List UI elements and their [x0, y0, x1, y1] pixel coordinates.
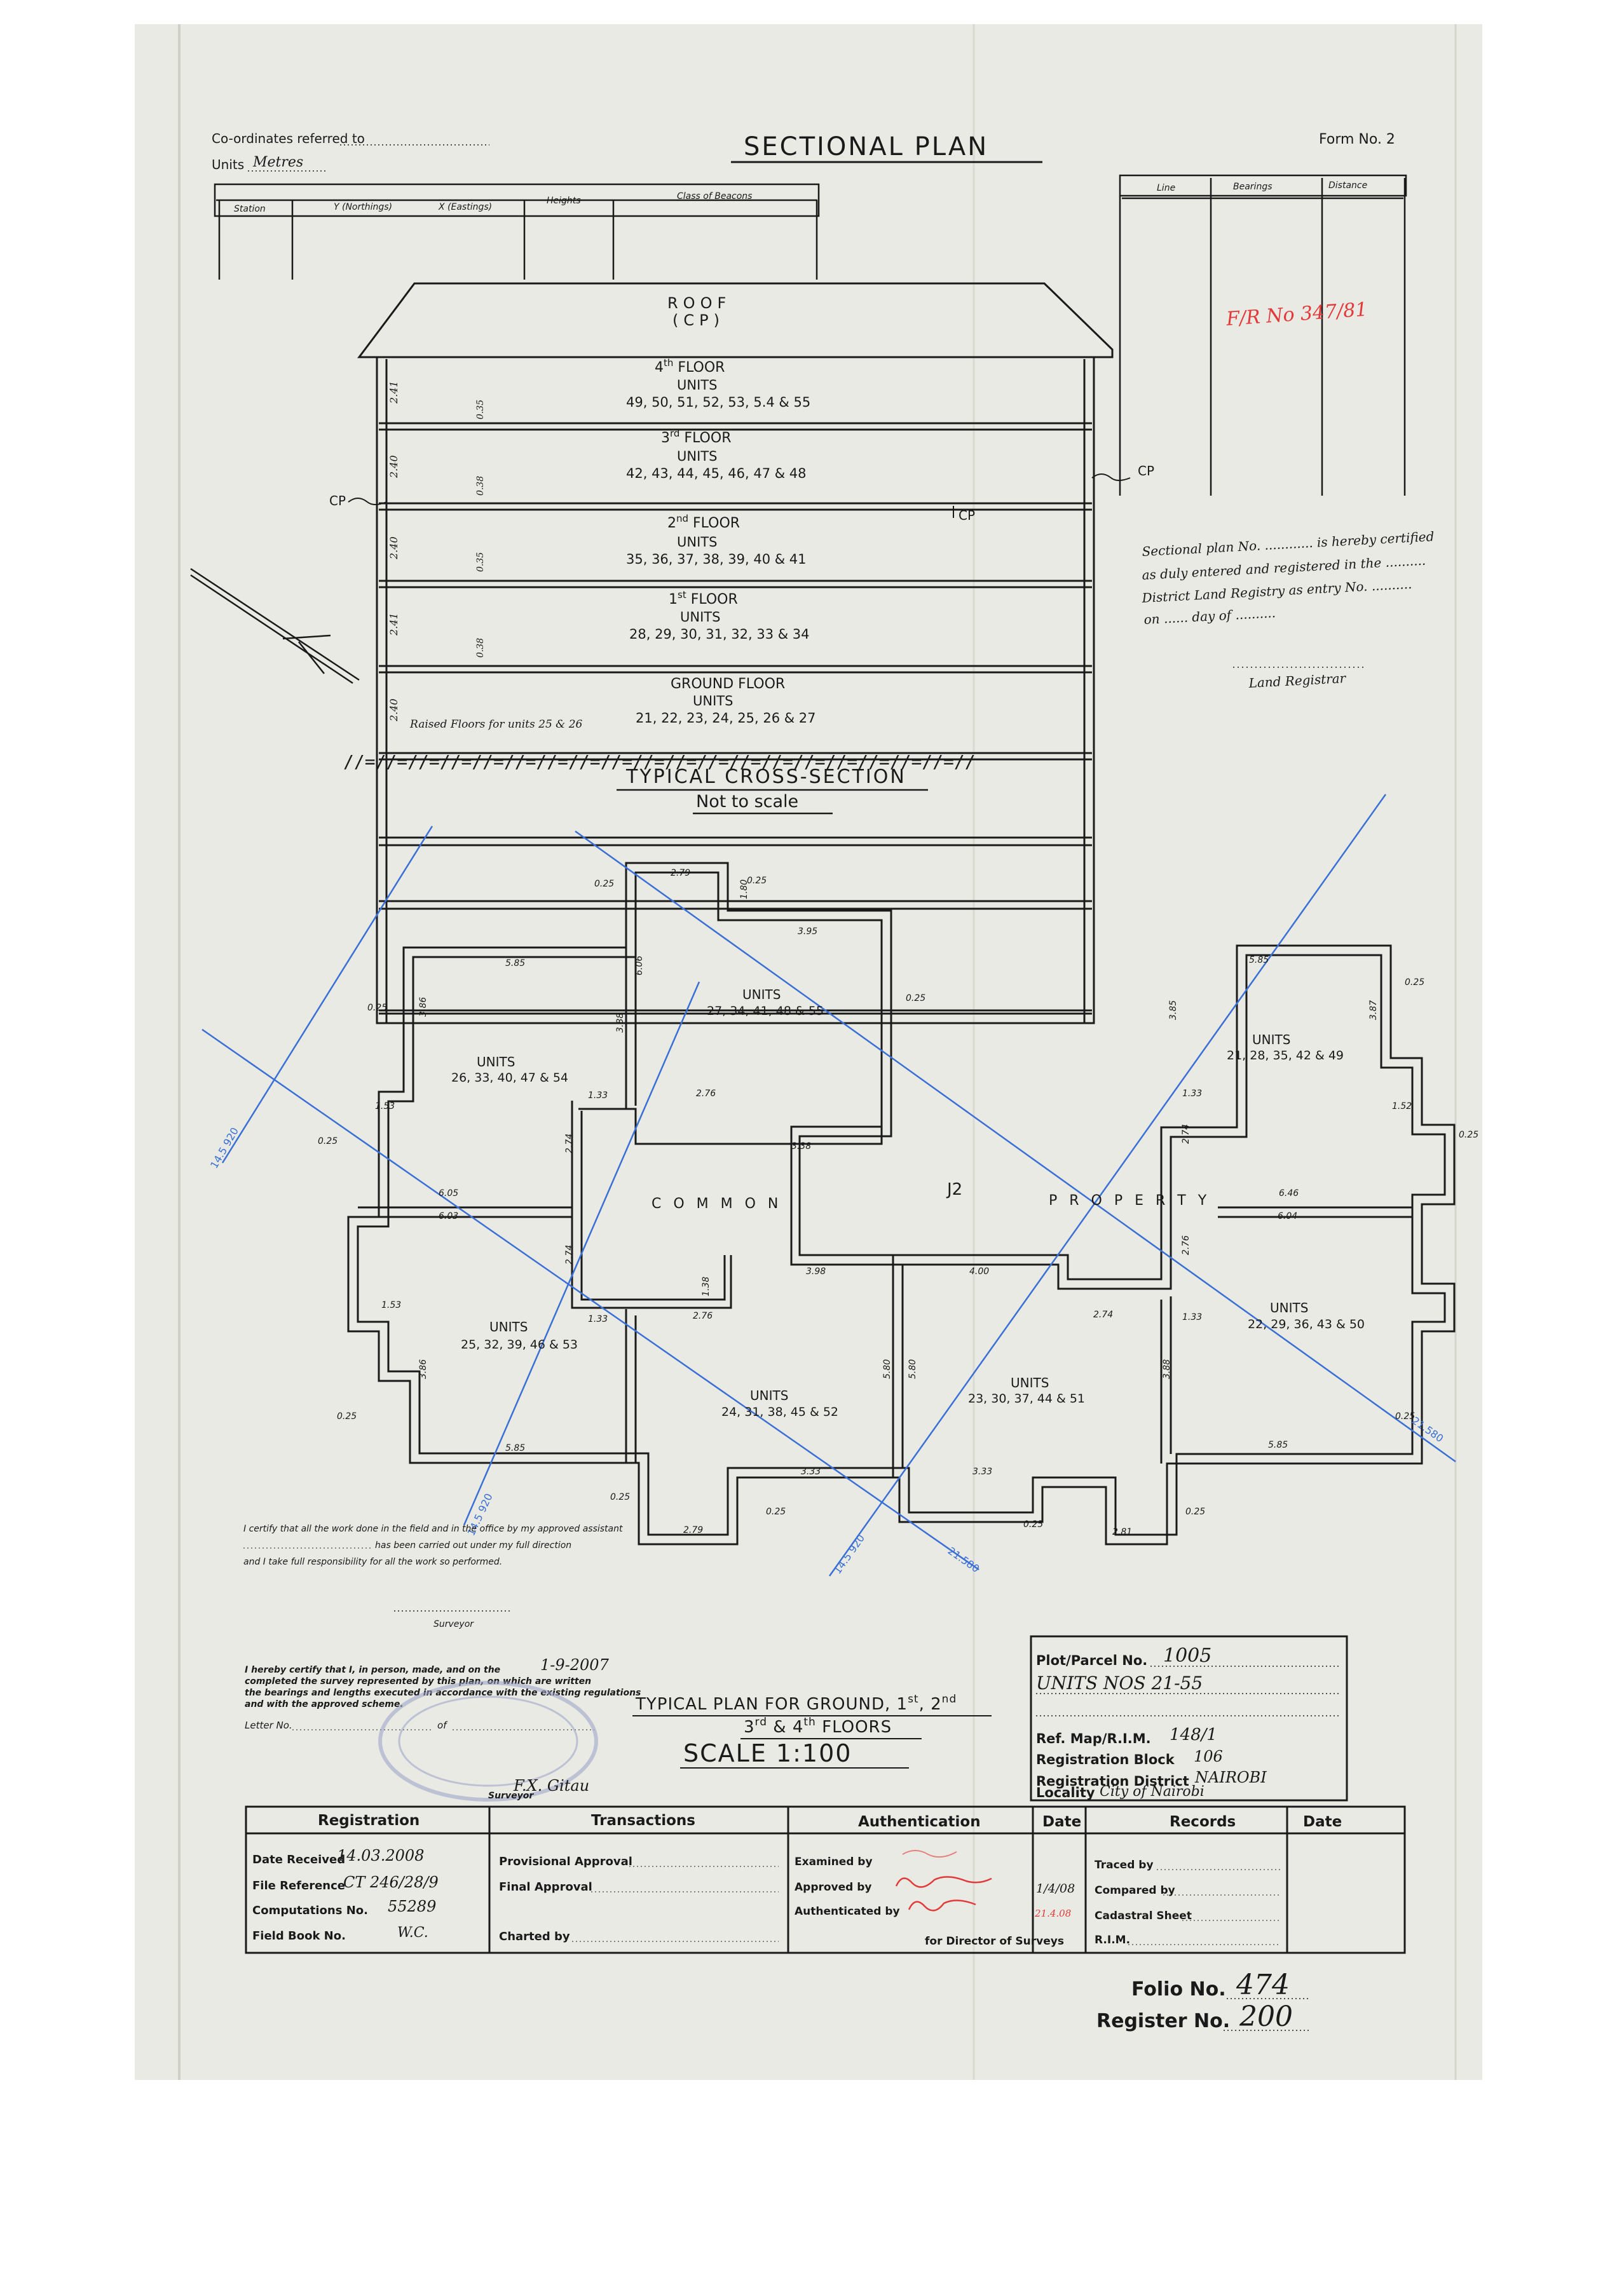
locality-value: City of Nairobi	[1100, 1784, 1204, 1800]
provisional-approval: Provisional Approval	[499, 1855, 632, 1868]
unit-label-4: UNITS	[489, 1319, 528, 1335]
floor-4-units: 49, 50, 51, 52, 53, 5.4 & 55	[626, 395, 811, 410]
dim: 0.25	[766, 1507, 786, 1517]
unit-numbers-3: 21, 28, 35, 42 & 49	[1227, 1049, 1344, 1063]
floor-4-label: 4th FLOOR	[655, 357, 725, 376]
authentication-header: Authentication	[858, 1814, 981, 1830]
plan-title-line-1: TYPICAL PLAN FOR GROUND, 1st, 2nd	[636, 1693, 957, 1714]
dim: 2.76	[1181, 1235, 1191, 1255]
cp-marker-right: CP	[1138, 463, 1155, 479]
cert-line-1: Sectional plan No. ............ is hereby certified	[1142, 528, 1435, 559]
cross-section-subtitle: Not to scale	[696, 792, 799, 812]
units-label: Units	[212, 157, 245, 172]
dim: 6.46	[1279, 1188, 1299, 1199]
bearings-header-line: Line	[1157, 183, 1176, 193]
floor-3-thickness: 0.38	[475, 475, 486, 496]
folio-label: Folio No.	[1131, 1978, 1226, 2001]
plan-title-line-2: 3rd & 4th FLOORS	[744, 1716, 892, 1737]
file-ref-label: File Reference	[252, 1879, 345, 1892]
dim: 2.81	[1112, 1527, 1133, 1537]
dim: 0.25	[318, 1136, 338, 1146]
reg-block-value: 106	[1194, 1748, 1223, 1765]
dim: 2.74	[1181, 1124, 1191, 1144]
roof-cp-label: (CP)	[672, 311, 725, 329]
floor-1-thickness: 0.38	[475, 637, 486, 658]
register-value: 200	[1239, 2001, 1293, 2033]
units-value: Metres	[253, 154, 304, 170]
bearings-header-distance: Distance	[1328, 180, 1368, 191]
computations-value: 55289	[388, 1898, 437, 1915]
unit-label-1: UNITS	[477, 1054, 515, 1070]
cp-marker-middle: CP	[959, 508, 976, 523]
ground-floor-height: 2.40	[388, 698, 400, 721]
unit-numbers-1: 26, 33, 40, 47 & 54	[451, 1071, 569, 1085]
dim: 3.86	[418, 996, 428, 1017]
personal-cert-line-4: and with the approved scheme.	[245, 1699, 404, 1709]
final-approval: Final Approval	[499, 1880, 592, 1894]
dim: 6.03	[439, 1211, 459, 1221]
locality-label: Locality	[1036, 1785, 1095, 1800]
floor-2-units-label: UNITS	[677, 534, 718, 550]
beacon-header-class: Class of Beacons	[677, 191, 753, 201]
dim: 3.98	[806, 1267, 826, 1277]
dim: 5.80	[882, 1359, 892, 1379]
dim: 6.05	[439, 1188, 459, 1199]
surveyor-cert-line-1: I certify that all the work done in the field and in the office by my approved assistant	[243, 1524, 623, 1534]
survey-label-5: 21.580	[945, 1544, 982, 1575]
dim: 0.25	[610, 1492, 631, 1502]
dim: 1.53	[381, 1300, 402, 1310]
cert-line-3: District Land Registry as entry No. ..........	[1142, 576, 1412, 606]
date-received-value: 14.03.2008	[337, 1847, 425, 1865]
date-header: Date	[1042, 1814, 1082, 1830]
dim: 3.95	[798, 927, 818, 937]
dim: 0.25	[1023, 1519, 1044, 1530]
coordinates-label: Co-ordinates referred to	[212, 131, 365, 146]
roof-label: ROOF	[667, 294, 732, 312]
unit-numbers-5: 24, 31, 38, 45 & 52	[721, 1405, 839, 1419]
survey-label-1: 14.5 920	[208, 1125, 242, 1171]
dim: 1.33	[588, 1314, 608, 1324]
units-nos-value: UNITS NOS 21-55	[1036, 1673, 1203, 1694]
cp-marker-left: CP	[329, 493, 346, 508]
dim: 1.33	[1182, 1089, 1203, 1099]
authenticated-by: Authenticated by	[795, 1905, 900, 1918]
floor-4-thickness: 0.35	[475, 399, 486, 419]
dim: 2.76	[693, 1311, 713, 1321]
plot-value: 1005	[1163, 1645, 1212, 1667]
dim: 2.74	[564, 1133, 575, 1153]
floor-1-height: 2.41	[388, 613, 400, 635]
dim: 2.74	[564, 1244, 575, 1265]
beacon-header-northings: Y (Northings)	[334, 202, 393, 212]
j2-label: J2	[947, 1180, 963, 1199]
dim: 5.85	[1249, 955, 1269, 965]
dim: 0.25	[594, 879, 615, 889]
raised-floors-note: Raised Floors for units 25 & 26	[410, 718, 583, 731]
registration-header: Registration	[318, 1812, 420, 1829]
floor-3-units: 42, 43, 44, 45, 46, 47 & 48	[626, 466, 807, 481]
dim: 0.25	[1405, 977, 1425, 988]
floor-1-units: 28, 29, 30, 31, 32, 33 & 34	[629, 627, 810, 642]
personal-cert-date: 1-9-2007	[540, 1656, 609, 1674]
cert-line-2: as duly entered and registered in the ..........	[1142, 552, 1426, 583]
survey-label-3: 14.5 920	[831, 1532, 868, 1577]
floor-1-label: 1st FLOOR	[669, 589, 738, 608]
surveyor-cert-line-2: has been carried out under my full direction	[375, 1540, 572, 1551]
dim: 0.25	[747, 876, 767, 886]
floor-3-units-label: UNITS	[677, 449, 718, 464]
transactions-header: Transactions	[591, 1812, 695, 1829]
floor-2-height: 2.40	[388, 536, 400, 559]
beacon-header-heights: Heights	[547, 196, 581, 206]
unit-label-3: UNITS	[1252, 1032, 1291, 1047]
ref-map-value: 148/1	[1170, 1725, 1217, 1744]
unit-numbers-6: 23, 30, 37, 44 & 51	[968, 1392, 1086, 1406]
fr-note: F/R No 347/81	[1225, 298, 1368, 330]
bearings-header-bearings: Bearings	[1233, 182, 1273, 192]
cert-line-4: on ...... day of ..........	[1143, 605, 1276, 627]
auth-date: 21.4.08	[1035, 1908, 1072, 1919]
dim: 1.52	[1392, 1101, 1412, 1111]
page-title: SECTIONAL PLAN	[744, 132, 989, 161]
dim: 1.53	[375, 1101, 395, 1111]
survey-label-4: 21.580	[1409, 1414, 1446, 1445]
unit-label-2: UNITS	[742, 987, 781, 1002]
dim: 3.88	[1162, 1359, 1172, 1379]
surveyor-sign-label: Surveyor	[433, 1619, 474, 1629]
dim: 0.25	[1395, 1411, 1416, 1422]
dim: 3.88	[615, 1012, 625, 1033]
dim: 2.74	[1093, 1310, 1114, 1320]
floor-2-label: 2nd FLOOR	[667, 513, 740, 531]
letter-no-label: Letter No.	[245, 1720, 292, 1731]
folio-value: 474	[1236, 1969, 1290, 2001]
register-label: Register No.	[1096, 2010, 1231, 2032]
unit-label-7: UNITS	[1270, 1300, 1309, 1315]
dim: 2.79	[671, 868, 691, 878]
form-number: Form No. 2	[1319, 132, 1395, 147]
date-header-2: Date	[1303, 1814, 1342, 1830]
floor-1-units-label: UNITS	[680, 609, 721, 625]
floor-3-height: 2.40	[388, 455, 400, 478]
dim: 1.38	[701, 1276, 711, 1296]
dim: 2.76	[696, 1089, 716, 1099]
dim: 4.00	[969, 1267, 990, 1277]
ground-floor-units: 21, 22, 23, 24, 25, 26 & 27	[636, 710, 816, 726]
approved-date: 1/4/08	[1036, 1882, 1075, 1896]
unit-numbers-7: 22, 29, 36, 43 & 50	[1248, 1317, 1365, 1331]
cross-section-title: TYPICAL CROSS-SECTION	[626, 766, 906, 788]
for-director: for Director of Surveys	[925, 1935, 1064, 1948]
file-ref-value: CT 246/28/9	[343, 1873, 439, 1891]
beacon-header-station: Station	[234, 204, 266, 214]
dim: 6.06	[634, 955, 645, 975]
reg-district-label: Registration District	[1036, 1774, 1189, 1789]
dim: 3.33	[801, 1467, 821, 1477]
date-received-label: Date Received	[252, 1853, 346, 1866]
dim: 3.87	[1368, 1000, 1379, 1020]
personal-cert-line-3: the bearings and lengths executed in accordance with the existing regulations	[245, 1688, 641, 1698]
dim: 6.04	[1278, 1211, 1298, 1221]
unit-numbers-4: 25, 32, 39, 46 & 53	[461, 1338, 578, 1352]
surveyor-cert-line-3: and I take full responsibility for all the work so performed.	[243, 1557, 503, 1567]
survey-label-2: 14.5 920	[465, 1491, 495, 1538]
ground-floor-label: GROUND FLOOR	[671, 676, 786, 692]
signature: F.X. Gitau	[514, 1777, 590, 1795]
dim: 5.85	[505, 1443, 526, 1453]
floor-3-label: 3rd FLOOR	[661, 428, 732, 446]
dim: 1.80	[739, 879, 749, 899]
dim: 0.25	[1459, 1130, 1479, 1140]
cert-registrar: Land Registrar	[1248, 670, 1346, 691]
approved-by: Approved by	[795, 1881, 872, 1894]
floor-4-height: 2.41	[388, 381, 400, 404]
field-book-value: W.C.	[397, 1925, 428, 1941]
reg-district-value: NAIROBI	[1195, 1769, 1267, 1786]
unit-label-6: UNITS	[1011, 1375, 1049, 1390]
charted-by: Charted by	[499, 1930, 570, 1943]
property-label: P R O P E R T Y	[1049, 1193, 1211, 1209]
dim: 3.38	[791, 1141, 812, 1151]
dim: 5.85	[1268, 1440, 1288, 1450]
rim: R.I.M.	[1095, 1934, 1131, 1946]
reg-block-label: Registration Block	[1036, 1752, 1175, 1767]
cadastral-sheet: Cadastral Sheet	[1095, 1910, 1192, 1922]
dim: 5.80	[908, 1359, 918, 1379]
dim: 3.85	[1168, 1000, 1178, 1020]
compared-by: Compared by	[1095, 1884, 1175, 1897]
floor-4-units-label: UNITS	[677, 377, 718, 393]
dim: 5.85	[505, 958, 526, 968]
computations-label: Computations No.	[252, 1904, 368, 1917]
records-header: Records	[1170, 1814, 1236, 1830]
dim: 0.25	[906, 993, 926, 1003]
plan-scale: SCALE 1:100	[683, 1739, 852, 1767]
dim: 2.79	[683, 1525, 704, 1535]
personal-cert-line-1: I hereby certify that I, in person, made, and on the	[245, 1665, 501, 1675]
plot-label: Plot/Parcel No.	[1036, 1653, 1148, 1668]
dim: 0.25	[337, 1411, 357, 1422]
ground-hatch: //=//=//=//=//=//=//=//=//=//=//=//=//=//=//=//=//=//=//=//	[343, 751, 976, 772]
ground-floor-units-label: UNITS	[693, 693, 734, 709]
floor-2-thickness: 0.35	[475, 552, 486, 572]
beacon-header-eastings: X (Eastings)	[439, 202, 493, 212]
unit-label-5: UNITS	[750, 1388, 789, 1403]
personal-cert-line-2: completed the survey represented by this plan, on which are written	[245, 1676, 592, 1687]
dim: 1.33	[1182, 1312, 1203, 1322]
floor-2-units: 35, 36, 37, 38, 39, 40 & 41	[626, 552, 807, 567]
unit-numbers-2: 27, 34, 41, 48 & 55	[707, 1004, 824, 1018]
dim: 1.33	[588, 1090, 608, 1101]
of-label: of	[437, 1720, 447, 1731]
dim: 3.33	[972, 1467, 993, 1477]
dim: 0.25	[1185, 1507, 1206, 1517]
dim: 3.86	[418, 1359, 428, 1379]
personal-surveyor-label: Surveyor	[488, 1791, 534, 1801]
traced-by: Traced by	[1095, 1859, 1154, 1871]
examined-by: Examined by	[795, 1856, 873, 1868]
dim: 0.25	[367, 1003, 388, 1013]
ref-map-label: Ref. Map/R.I.M.	[1036, 1731, 1151, 1746]
field-book-label: Field Book No.	[252, 1929, 346, 1943]
common-label: C O M M O N	[652, 1196, 782, 1212]
